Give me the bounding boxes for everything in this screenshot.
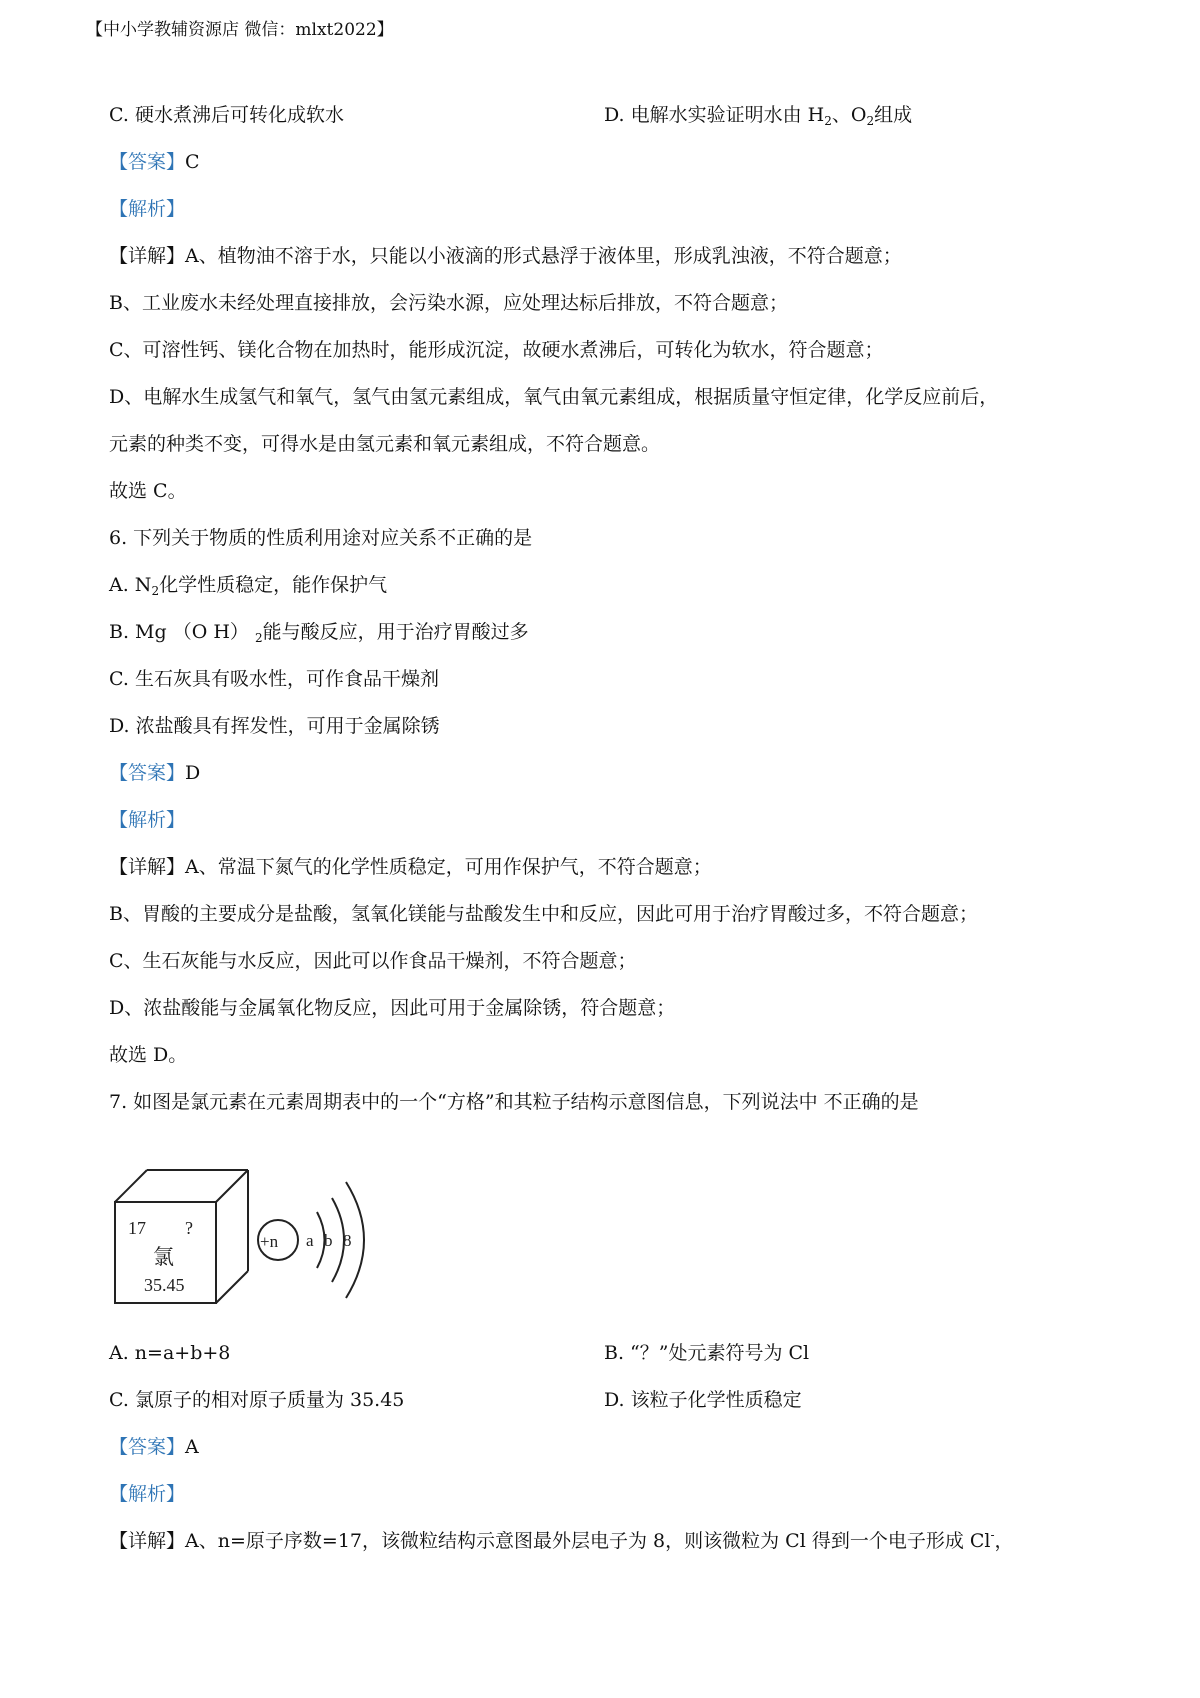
q7-option-a: A. n=a+b+8 [109, 1342, 231, 1364]
q6-detail-d: D、浓盐酸能与金属氧化物反应，因此可用于金属除锈，符合题意； [109, 997, 676, 1019]
q5-option-d: D. 电解水实验证明水由 $H_2$、$O_2$组成 [604, 104, 913, 128]
q5-analysis-label: 【解析】 [109, 198, 186, 220]
q7-option-b: B. “？”处元素符号为 Cl [604, 1342, 810, 1364]
q6-option-b: B. Mg （O H） $_2$能与酸反应，用于治疗胃酸过多 [109, 621, 529, 645]
q5-detail-d2: 元素的种类不变，可得水是由氢元素和氧元素组成，不符合题意。 [109, 433, 661, 455]
atomic-mass: 35.45 [144, 1275, 185, 1295]
shell-electrons-2: b [324, 1231, 333, 1250]
shell-electrons-1: a [306, 1231, 314, 1250]
q5-answer: 【答案】C [109, 151, 200, 173]
q6-detail-a: 【详解】A、常温下氮气的化学性质稳定，可用作保护气，不符合题意； [109, 856, 712, 878]
q6-option-c: C. 生石灰具有吸水性，可作食品干燥剂 [109, 668, 439, 690]
q7-option-d: D. 该粒子化学性质稳定 [604, 1389, 802, 1411]
q5-detail-d1: D、电解水生成氢气和氧气，氢气由氢元素组成，氧气由氧元素组成，根据质量守恒定律，化学反应前后， [109, 386, 999, 408]
q7-stem: 7. 如图是氯元素在元素周期表中的一个“方格”和其粒子结构示意图信息，下列说法中 不正确的是 [109, 1091, 919, 1113]
q7-answer: 【答案】A [109, 1436, 199, 1458]
q7-option-c: C. 氯原子的相对原子质量为 35.45 [109, 1389, 405, 1411]
q6-conclusion: 故选 D。 [109, 1044, 188, 1066]
q6-detail-c: C、生石灰能与水反应，因此可以作食品干燥剂，不符合题意； [109, 950, 637, 972]
q6-detail-b: B、胃酸的主要成分是盐酸，氢氧化镁能与盐酸发生中和反应，因此可用于治疗胃酸过多，不符合题意； [109, 903, 978, 925]
q7-analysis-label: 【解析】 [109, 1483, 186, 1505]
page-header: 【中小学教辅资源店 微信：mlxt2022】 [86, 20, 394, 40]
q5-detail-c: C、可溶性钙、镁化合物在加热时，能形成沉淀，故硬水煮沸后，可转化为软水，符合题意； [109, 339, 884, 361]
q6-option-a: A. $N_2$化学性质稳定，能作保护气 [109, 574, 388, 598]
chlorine-figure [110, 1160, 400, 1315]
element-name: 氯 [153, 1245, 174, 1269]
q5-conclusion: 故选 C。 [109, 480, 187, 502]
q6-answer: 【答案】D [109, 762, 201, 784]
shell-electrons-3: 8 [343, 1231, 352, 1250]
q7-detail-a: 【详解】A、n=原子序数=17，该微粒结构示意图最外层电子为 8，则该微粒为 Cl 得到一个电子形成 Cl-， [109, 1528, 1014, 1552]
atomic-number: 17 [128, 1218, 146, 1238]
q5-option-c: C. 硬水煮沸后可转化成软水 [109, 104, 344, 126]
q6-option-d: D. 浓盐酸具有挥发性，可用于金属除锈 [109, 715, 440, 737]
q6-stem: 6. 下列关于物质的性质利用途对应关系不正确的是 [109, 527, 533, 549]
q6-analysis-label: 【解析】 [109, 809, 186, 831]
q5-detail-b: B、工业废水未经处理直接排放，会污染水源，应处理达标后排放，不符合题意； [109, 292, 788, 314]
nucleus-charge: +n [260, 1232, 279, 1251]
element-symbol-unknown: ? [185, 1218, 193, 1238]
q5-detail-a: 【详解】A、植物油不溶于水，只能以小液滴的形式悬浮于液体里，形成乳浊液，不符合题意； [109, 245, 902, 267]
particle-structure-diagram [258, 1182, 364, 1298]
